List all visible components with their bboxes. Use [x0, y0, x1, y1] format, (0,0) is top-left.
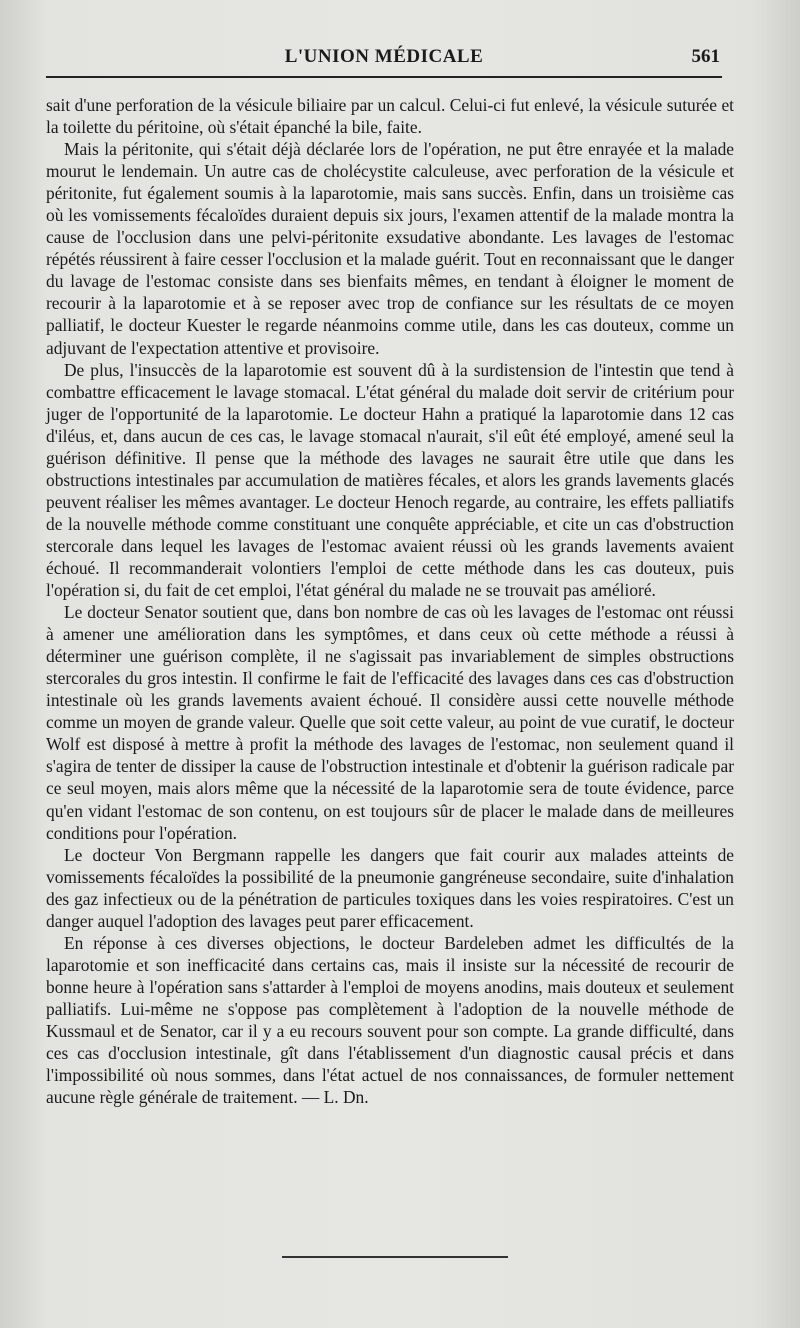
paragraph: Le docteur Senator soutient que, dans bon nombre de cas où les lavages de l'estomac ont réussi à amener une amélioration dans les symptômes, et dans ceux où cette méthode a réussi à déterminer une guérison complète, il ne s'agissait pas invariablement de simples obstructions stercorales du gros intestin. Il confirme le fait de l'efficacité des lavages dans ces cas d'obstruction intestinale où les grands lavements avaient échoué. Il considère aussi cette nouvelle méthode comme un moyen de grande valeur. Quelle que soit cette valeur, au point de vue curatif, le docteur Wolf est disposé à mettre à profit la méthode des lavages de l'estomac, non seulement quand il s'agira de tenter de dissiper la cause de l'obstruction intestinale et d'obtenir la guérison radicale par ce seul moyen, mais alors même que la nécessité de la laparotomie sera de toute évidence, parce qu'en vidant l'estomac de son contenu, on est toujours sûr de placer le malade dans de meilleures conditions pour l'opération. — [46, 602, 734, 843]
running-title: L'UNION MÉDICALE — [284, 46, 484, 67]
footer-rule — [282, 1256, 508, 1258]
paragraph: Le docteur Von Bergmann rappelle les dangers que fait courir aux malades atteints de vomissements fécaloïdes la possibilité de la pneumonie gangréneuse secondaire, suite d'inhalation des gaz infectieux ou de la pénétration de particules toxiques dans les voies respiratoires. C'est un danger auquel l'adoption des lavages peut parer efficacement. — [46, 844, 734, 931]
header-rule — [46, 76, 722, 78]
article-body — [46, 94, 734, 1108]
paragraph-continued: sait d'une perforation de la vésicule biliaire par un calcul. Celui-ci fut enlevé, la vésicule suturée et la toilette du péritoine, où s'était épanché la bile, faite. — [46, 95, 734, 138]
page-number: 561 — [691, 46, 720, 67]
paragraph: De plus, l'insuccès de la laparotomie est souvent dû à la surdistension de l'intestin que tend à combattre efficacement le lavage stomacal. L'état général du malade doit servir de critérium pour juger de l'opportunité de la laparotomie. Le docteur Hahn a pratiqué la laparotomie dans 12 cas d'iléus, et, dans aucun de ces cas, le lavage stomacal n'aurait, s'il eût été employé, amené seul la guérison définitive. Il pense que la méthode des lavages ne saurait être utile que dans les obstructions intestinales par accumulation de matières fécales, et alors les grands lavements glacés peuvent réaliser les mêmes avantager. Le docteur Henoch regarde, au contraire, les effets palliatifs de la nouvelle méthode comme constituant une conquête appréciable, et cite un cas d'obstruction stercorale dans lequel les lavages de l'estomac avaient réussi où les grands lavements avaient échoué. Il recommanderait volontiers l'emploi de cette méthode dans les cas douteux, puis l'opération si, du fait de cet emploi, l'état général du malade ne se trouvait pas amélioré. — [46, 359, 734, 601]
paragraph: Mais la péritonite, qui s'était déjà déclarée lors de l'opération, ne put être enrayée et la malade mourut le lendemain. Un autre cas de cholécystite calculeuse, avec perforation de la vésicule et péritonite, fut également soumis à la laparotomie, mais sans succès. Enfin, dans un troisième cas où les vomissements fécaloïdes duraient depuis six jours, l'examen attentif de la malade montra la cause de l'occlusion dans une pelvi-péritonite exsudative abondante. Les lavages de l'estomac répétés réussirent à faire cesser l'occlusion et la malade guérit. Tout en reconnaissant que le danger du lavage de l'estomac consiste dans ses bienfaits mêmes, en tendant à éloigner le moment de recourir à la laparotomie et à se reposer avec trop de confiance sur les résultats de ce moyen palliatif, le docteur Kuester le regarde néanmoins comme utile, dans les cas douteux, comme un adjuvant de l'expectation attentive et provisoire. — [46, 139, 734, 358]
paragraph: En réponse à ces diverses objections, le docteur Bardeleben admet les difficultés de la laparotomie et son inefficacité dans certains cas, mais il insiste sur la nécessité de recourir de bonne heure à l'opération sans s'attarder à l'emploi de moyens anodins, mais douteux et seulement palliatifs. Lui-même ne s'oppose pas complètement à l'adoption de la nouvelle méthode de Kussmaul et de Senator, car il y a eu recours souvent pour son compte. La grande difficulté, dans ces cas d'occlusion intestinale, gît dans l'établissement d'un diagnostic causal précis et dans l'impossibilité où nous sommes, dans l'état actuel de nos connaissances, de formuler nettement aucune règle générale de traitement. — L. Dn. — [46, 932, 734, 1108]
page-header — [46, 46, 722, 74]
